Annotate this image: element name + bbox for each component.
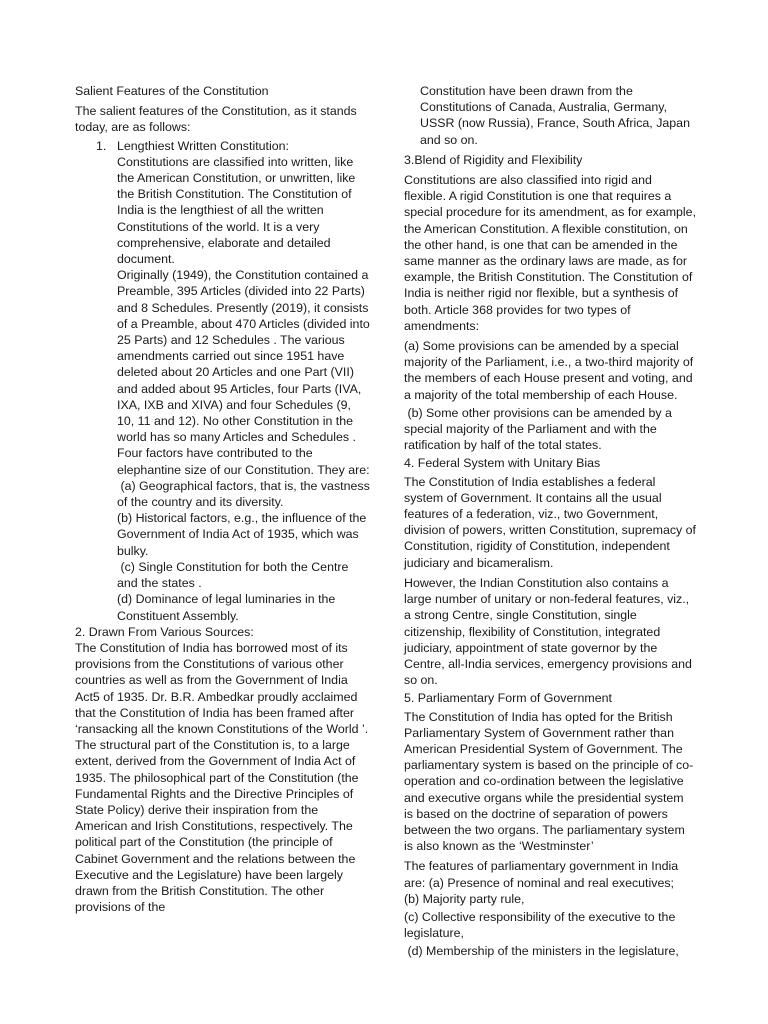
item-5-paragraph-2: The features of parliamentary government in India are: (a) Presence of nominal and real executives; bbox=[404, 859, 679, 890]
document-title: Salient Features of the Constitution bbox=[75, 84, 269, 98]
item-1-factor-d: (d) Dominance of legal luminaries in the Constituent Assembly. bbox=[117, 592, 336, 623]
item-5-feature-d: (d) Membership of the ministers in the legislature, bbox=[404, 944, 679, 959]
continuation-paragraph: Constitution have been drawn from the Constitutions of Canada, Australia, Germany, USSR (now Russia), France, South Africa, Japan and so on. bbox=[420, 84, 690, 147]
item-5-paragraph-1: The Constitution of India has opted for the British Parliamentary System of Government rather than American Presidential System of Government. The parliamentary system is based on the principle of co-operation and co-ordination between the legislative and executive organs while the presidential system is based on the doctrine of separation of powers between the two organs. The parliamentary system is also known as the ‘Westminster’ bbox=[404, 709, 694, 854]
item-1-body bbox=[75, 154, 374, 624]
item-5-heading: 5. Parliamentary Form of Government bbox=[404, 691, 612, 706]
item-1-number: 1. bbox=[96, 138, 107, 153]
item-5-feature-b: (b) Majority party rule, bbox=[404, 891, 525, 906]
item-4-heading: 4. Federal System with Unitary Bias bbox=[404, 456, 601, 471]
item-1-heading: Lengthiest Written Constitution: bbox=[117, 138, 289, 153]
item-1-paragraph-1: Constitutions are classified into written, like the American Constitution, or unwritten, like the British Constitution. The Constitution of India is the lengthiest of all the written Constitutions of the world. It is a very comprehensive, elaborate and detailed document. bbox=[117, 154, 356, 267]
item-3-heading: 3.Blend of Rigidity and Flexibility bbox=[404, 152, 583, 167]
item-2-paragraph-2: The structural part of the Constitution is, to a large extent, derived from the Government of India Act of 1935. The philosophical part of the Constitution (the Fundamental Rights and the Directive Principles of State Policy) derive their inspiration from the American and Irish Constitutions, respectively. The political part of the Constitution (the principle of Cabinet Government and the relations between the Executive and the Legislature) have been largely drawn from the British Constitution. The other provisions of the bbox=[75, 738, 359, 915]
intro-paragraph: The salient features of the Constitution, as it stands today, are as follows: bbox=[75, 104, 357, 135]
item-1-factor-c: (c) Single Constitution for both the Centre and the states . bbox=[117, 559, 352, 591]
item-1-paragraph-2: Originally (1949), the Constitution contained a Preamble, 395 Articles (divided into 22 Parts) and 8 Schedules. Presently (2019), it consists of a Preamble, about 470 Articles (divided into 25 Parts) and 12 Schedules . The various amendments carried out since 1951 have deleted about 20 Articles and one Part (VII) and added about 95 Articles, four Parts (IVA, IXA, IXB and XIVA) and four Schedules (9, 10, 11 and 12). No other Constitution in the world has so many Articles and Schedules . bbox=[117, 268, 370, 445]
item-1-paragraph-3: Four factors have contributed to the elephantine size of our Constitution. They are: bbox=[117, 446, 370, 477]
item-1-factor-b: (b) Historical factors, e.g., the influence of the Government of India Act of 1935, which was bulky. bbox=[117, 511, 367, 558]
item-4-paragraph-2: However, the Indian Constitution also contains a large number of unitary or non-federal features, viz., a strong Centre, single Constitution, single citizenship, flexibility of Constitution, integrated judiciary, appointment of state governor by the Centre, all-India services, emergency provisions and so on. bbox=[404, 575, 692, 688]
item-1-factor-a: (a) Geographical factors, that is, the vastness of the country and its diversity. bbox=[117, 478, 374, 510]
item-2-paragraph-1: The Constitution of India has borrowed most of its provisions from the Constitutions of various other countries as well as from the Government of India Act5 of 1935. Dr. B.R. Ambedkar proudly acclaimed that the Constitution of India has been framed after ‘ransacking all the known Constitutions of the World ’. bbox=[75, 640, 369, 736]
item-3-paragraph-2: (a) Some provisions can be amended by a special majority of the Parliament, i.e., a two-third majority of the members of each House present and voting, and a majority of the total membership of each House. bbox=[404, 339, 694, 402]
item-5-feature-c: (c) Collective responsibility of the executive to the legislature, bbox=[404, 909, 676, 941]
item-3-paragraph-3: (b) Some other provisions can be amended by a special majority of the Parliament and with the ratification by half of the total states. bbox=[404, 405, 676, 453]
item-3-paragraph-1: Constitutions are also classified into rigid and flexible. A rigid Constitution is one that requires a special procedure for its amendment, as for example, the American Constitution. A flexible constitution, on the other hand, is one that can be amended in the same manner as the ordinary laws are made, as for example, the British Constitution. The Constitution of India is neither rigid nor flexible, but a synthesis of both. Article 368 provides for two types of amendments: bbox=[404, 173, 697, 333]
item-1-heading-row bbox=[75, 138, 370, 154]
item-2-heading: 2. Drawn From Various Sources: bbox=[75, 624, 254, 639]
left-column bbox=[75, 83, 374, 915]
item-4-paragraph-1: The Constitution of India establishes a federal system of Government. It contains all the usual features of a federation, viz., two Government, division of powers, written Constitution, supremacy of Constitution, rigidity of Constitution, independent judiciary and bicameralism. bbox=[404, 474, 696, 570]
right-column bbox=[404, 83, 696, 960]
